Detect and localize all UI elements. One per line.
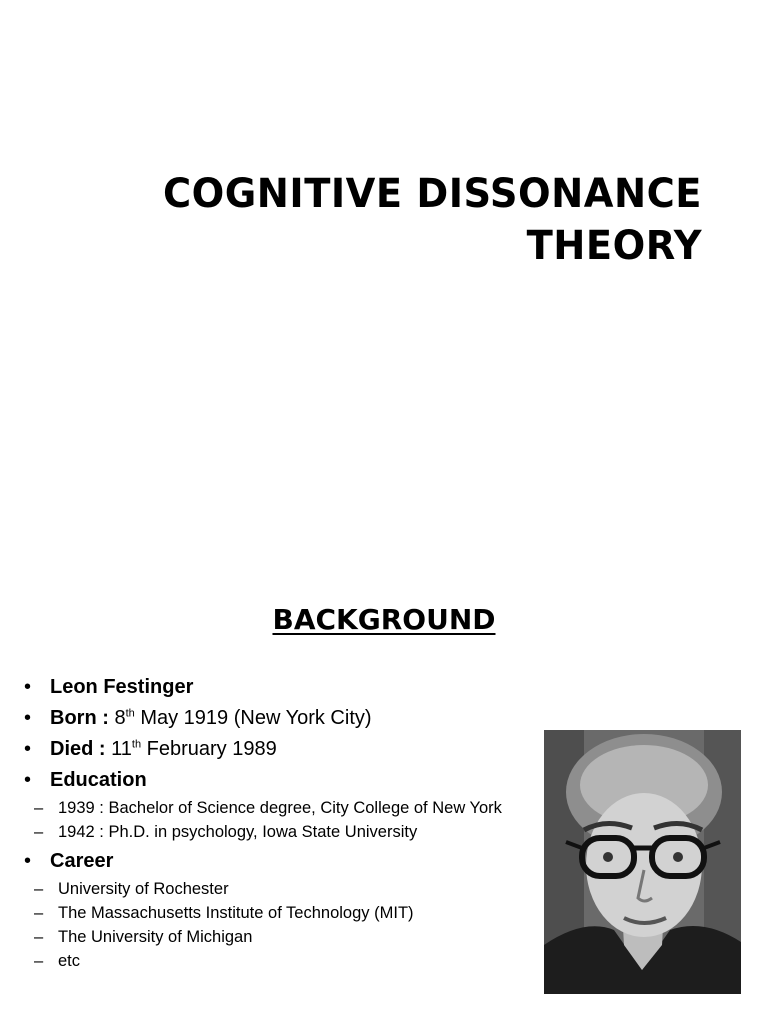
bullet-education — [24, 765, 534, 796]
born-day: 8 — [114, 707, 126, 729]
portrait-illustration — [544, 730, 741, 994]
education-item-text: 1942 : Ph.D. in psychology, Iowa State University — [58, 823, 418, 841]
bullet-dot: • — [24, 769, 32, 791]
name-text: Leon Festinger — [50, 676, 194, 698]
bullet-born — [24, 703, 534, 734]
died-day: 11 — [111, 738, 132, 760]
title-line-1: COGNITIVE DISSONANCE — [163, 171, 703, 217]
career-item — [24, 927, 534, 947]
bullet-name — [24, 672, 534, 703]
career-item — [24, 903, 534, 923]
career-item-text: The Massachusetts Institute of Technology (MIT) — [58, 904, 414, 922]
bullet-dot: • — [24, 738, 32, 760]
education-item — [24, 822, 534, 842]
education-item — [24, 798, 534, 818]
career-item — [24, 951, 534, 971]
education-label: Education — [50, 769, 147, 791]
bullet-list — [24, 672, 534, 975]
dash-mark: – — [34, 952, 44, 970]
born-rest: May 1919 (New York City) — [140, 707, 372, 729]
career-item-text: The University of Michigan — [58, 928, 253, 946]
education-list — [24, 798, 534, 842]
education-item-text: 1939 : Bachelor of Science degree, City College of New York — [58, 799, 502, 817]
bullet-dot: • — [24, 676, 32, 698]
career-label: Career — [50, 850, 114, 872]
career-list — [24, 879, 534, 971]
dash-mark: – — [34, 823, 44, 841]
died-rest: February 1989 — [146, 738, 277, 760]
portrait-photo — [544, 730, 741, 994]
dash-mark: – — [34, 928, 44, 946]
bullet-dot: • — [24, 850, 32, 872]
died-suffix: th — [131, 738, 142, 751]
slide-background — [0, 512, 768, 1024]
bullet-dot: • — [24, 707, 32, 729]
bullet-career — [24, 846, 534, 877]
dash-mark: – — [34, 880, 44, 898]
title-line-2: THEORY — [526, 223, 702, 269]
dash-mark: – — [34, 799, 44, 817]
dash-mark: – — [34, 904, 44, 922]
background-heading: BACKGROUND — [272, 603, 496, 636]
career-item-text: etc — [58, 952, 81, 970]
career-item — [24, 879, 534, 899]
slide-title-heading — [88, 168, 702, 272]
died-label: Died : — [50, 738, 106, 760]
born-suffix: th — [125, 707, 135, 720]
born-label: Born : — [50, 707, 109, 729]
bullet-died — [24, 734, 534, 765]
career-item-text: University of Rochester — [58, 880, 229, 898]
